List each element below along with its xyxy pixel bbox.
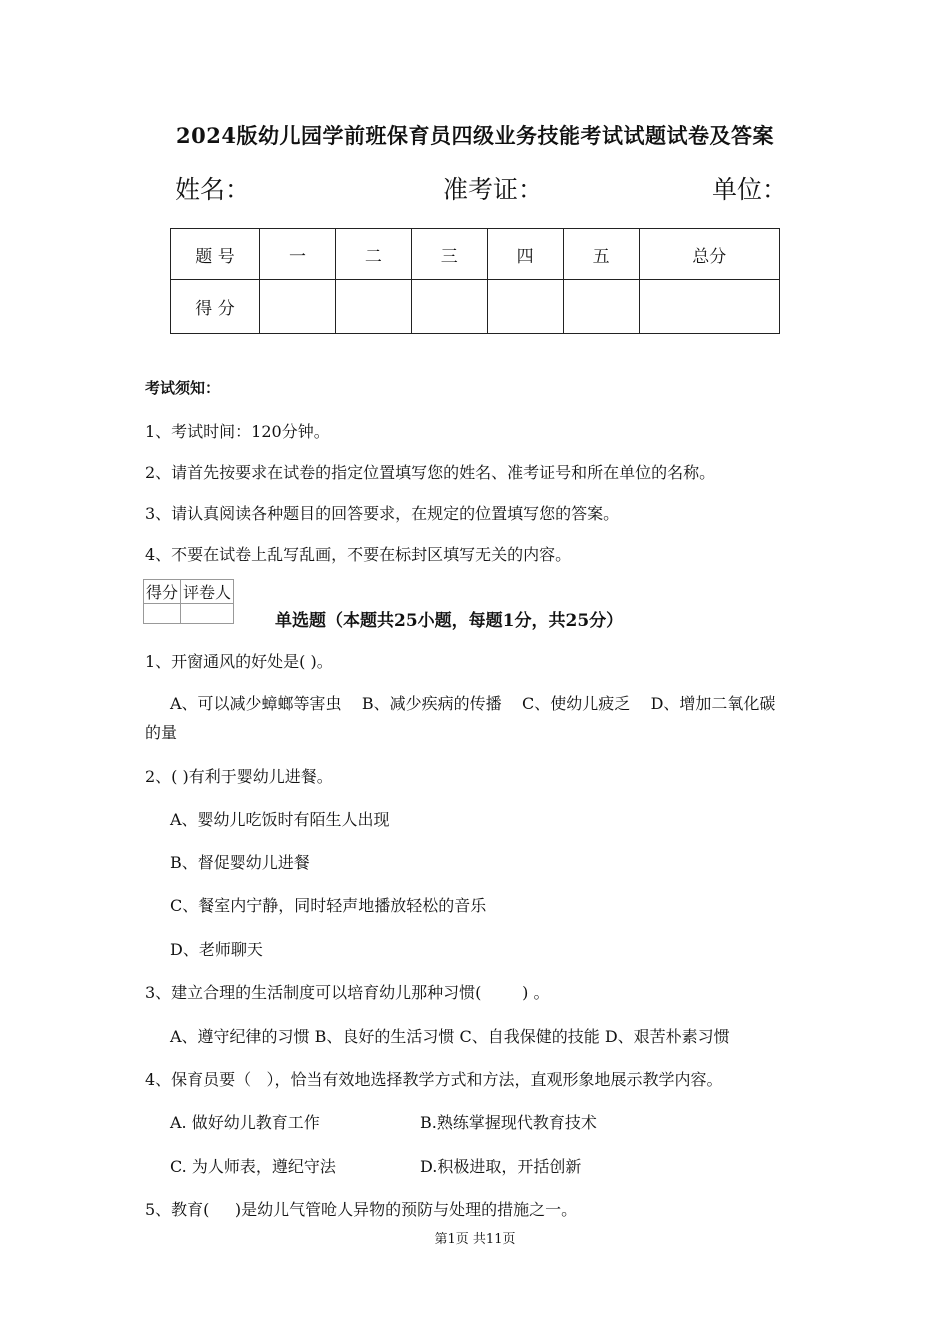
question-3-options: A、遵守纪律的习惯 B、良好的生活习惯 C、自我保健的技能 D、艰苦朴素习惯 bbox=[170, 1027, 730, 1046]
question-1-options-wrap: 的量 bbox=[145, 723, 178, 742]
grader-box bbox=[143, 579, 234, 624]
score-cell-2 bbox=[335, 280, 411, 334]
grader-name-cell bbox=[181, 604, 234, 624]
grader-score-cell bbox=[144, 604, 181, 624]
score-table-header-1: 一 bbox=[260, 229, 336, 280]
notice-heading: 考试须知： bbox=[145, 379, 221, 397]
question-4-stem: 4、保育员要（ ），恰当有效地选择教学方式和方法，直观形象地展示教学内容。 bbox=[145, 1070, 723, 1089]
notice-item-2: 2、请首先按要求在试卷的指定位置填写您的姓名、准考证号和所在单位的名称。 bbox=[145, 463, 716, 482]
name-label: 姓名： bbox=[175, 175, 251, 204]
document-title: 2024版幼儿园学前班保育员四级业务技能考试试题试卷及答案 bbox=[176, 123, 774, 148]
question-4-option-c: C. 为人师表，遵纪守法 bbox=[170, 1157, 336, 1176]
question-2-option-c: C、餐室内宁静，同时轻声地播放轻松的音乐 bbox=[170, 896, 487, 915]
score-table-header-label: 题 号 bbox=[171, 229, 260, 280]
page-footer: 第1页 共11页 bbox=[434, 1232, 516, 1247]
score-cell-5 bbox=[563, 280, 639, 334]
question-4-option-b: B.熟练掌握现代教育技术 bbox=[420, 1113, 597, 1132]
score-table-header-3: 三 bbox=[411, 229, 487, 280]
notice-item-4: 4、不要在试卷上乱写乱画，不要在标封区填写无关的内容。 bbox=[145, 545, 572, 564]
score-table-header-5: 五 bbox=[563, 229, 639, 280]
question-4-option-a: A. 做好幼儿教育工作 bbox=[170, 1113, 320, 1132]
question-2-stem: 2、( )有利于婴幼儿进餐。 bbox=[145, 767, 333, 786]
question-1-options: A、可以减少蟑螂等害虫 B、减少疾病的传播 C、使幼儿疲乏 D、增加二氧化碳 bbox=[170, 694, 776, 713]
score-table bbox=[170, 228, 780, 334]
notice-item-3: 3、请认真阅读各种题目的回答要求，在规定的位置填写您的答案。 bbox=[145, 504, 620, 523]
exam-id-label: 准考证： bbox=[443, 175, 544, 204]
score-cell-total bbox=[639, 280, 779, 334]
grader-score-label: 得分 bbox=[144, 580, 181, 604]
score-cell-4 bbox=[487, 280, 563, 334]
score-table-header-total: 总分 bbox=[639, 229, 779, 280]
question-1-stem: 1、开窗通风的好处是( )。 bbox=[145, 652, 333, 671]
unit-label: 单位： bbox=[712, 175, 788, 204]
question-5-stem: 5、教育( )是幼儿气管呛人异物的预防与处理的措施之一。 bbox=[145, 1200, 578, 1219]
grader-name-label: 评卷人 bbox=[181, 580, 234, 604]
score-table-score-row bbox=[171, 280, 780, 334]
question-3-stem: 3、建立合理的生活制度可以培育幼儿那种习惯( ) 。 bbox=[145, 983, 550, 1002]
section-title: 单选题（本题共25小题，每题1分，共25分） bbox=[275, 611, 624, 631]
question-2-option-a: A、婴幼儿吃饭时有陌生人出现 bbox=[170, 810, 390, 829]
score-table-header-4: 四 bbox=[487, 229, 563, 280]
question-4-option-d: D.积极进取，开括创新 bbox=[420, 1157, 582, 1176]
score-table-score-label: 得 分 bbox=[171, 280, 260, 334]
score-table-header-2: 二 bbox=[335, 229, 411, 280]
score-cell-1 bbox=[260, 280, 336, 334]
question-2-option-d: D、老师聊天 bbox=[170, 940, 263, 959]
notice-item-1: 1、考试时间：120分钟。 bbox=[145, 422, 330, 441]
question-2-option-b: B、督促婴幼儿进餐 bbox=[170, 853, 310, 872]
score-cell-3 bbox=[411, 280, 487, 334]
score-table-header-row bbox=[171, 229, 780, 280]
